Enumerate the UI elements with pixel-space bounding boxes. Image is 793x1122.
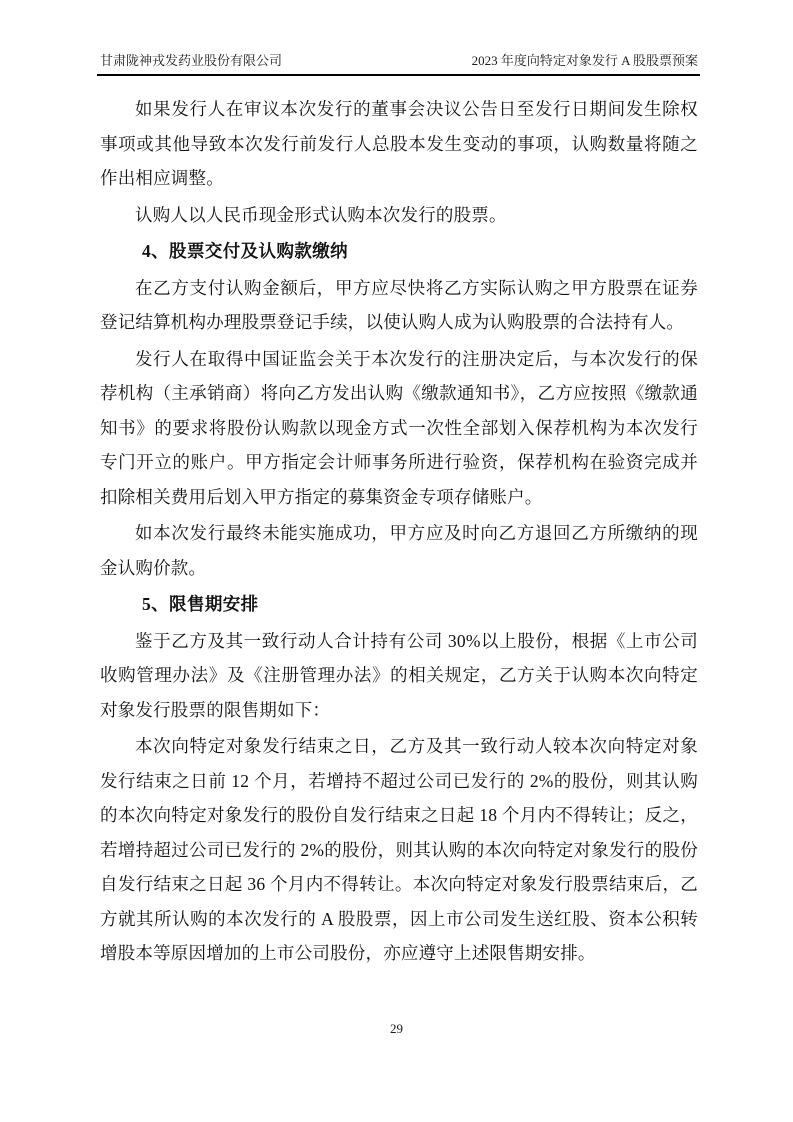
header-company-name: 甘肃陇神戎发药业股份有限公司	[100, 53, 283, 68]
paragraph-adjustment-clause: 如果发行人在审议本次发行的董事会决议公告日至发行日期间发生除权事项或其他导致本次发行前发行人总股本发生变动的事项，认购数量将随之作出相应调整。	[100, 99, 698, 188]
section-heading-5-lockup-arrangement: 5、限售期安排	[142, 594, 259, 614]
page-number: 29	[390, 1021, 403, 1036]
header-document-title: 2023 年度向特定对象发行 A 股股票预案	[471, 53, 698, 68]
page-footer	[0, 1021, 793, 1037]
page-header	[100, 52, 698, 69]
paragraph-refund-clause: 如本次发行最终未能实施成功，甲方应及时向乙方退回乙方所缴纳的现金认购价款。	[100, 523, 698, 578]
document-content	[100, 92, 698, 973]
paragraph-cash-subscription: 认购人以人民币现金形式认购本次发行的股票。	[135, 204, 507, 225]
paragraph-lockup-terms: 本次向特定对象发行结束之日，乙方及其一致行动人较本次向特定对象发行结束之日前 12 个月，若增持不超过公司已发行的 2%的股份，则其认购的本次向特定对象发行的股份自发行结束之日起 18 个月内不得转让；反之，若增持超过公司已发行的 2%的股份，则其认购的本次向特定对象发行的股份自发行结束之日起 36 个月内不得转让。本次向特定对象发行股票结束后，乙方就其所认购的本次发行的 A 股股票，因上市公司发生送红股、资本公积转增股本等原因增加的上市公司股份，亦应遵守上述限售期安排。	[100, 736, 698, 963]
section-heading-4-delivery-and-payment: 4、股票交付及认购款缴纳	[142, 241, 349, 261]
header-divider	[97, 74, 700, 76]
paragraph-payment-notice-procedure: 发行人在取得中国证监会关于本次发行的注册决定后，与本次发行的保荐机构（主承销商）将向乙方发出认购《缴款通知书》，乙方应按照《缴款通知书》的要求将股份认购款以现金方式一次性全部划入保荐机构为本次发行专门开立的账户。甲方指定会计师事务所进行验资，保荐机构在验资完成并扣除相关费用后划入甲方指定的募集资金专项存储账户。	[100, 348, 698, 507]
paragraph-share-registration: 在乙方支付认购金额后，甲方应尽快将乙方实际认购之甲方股票在证券登记结算机构办理股票登记手续，以使认购人成为认购股票的合法持有人。	[100, 277, 698, 332]
paragraph-lockup-basis: 鉴于乙方及其一致行动人合计持有公司 30%以上股份，根据《上市公司收购管理办法》及《注册管理办法》的相关规定，乙方关于认购本次向特定对象发行股票的限售期如下：	[100, 630, 698, 720]
